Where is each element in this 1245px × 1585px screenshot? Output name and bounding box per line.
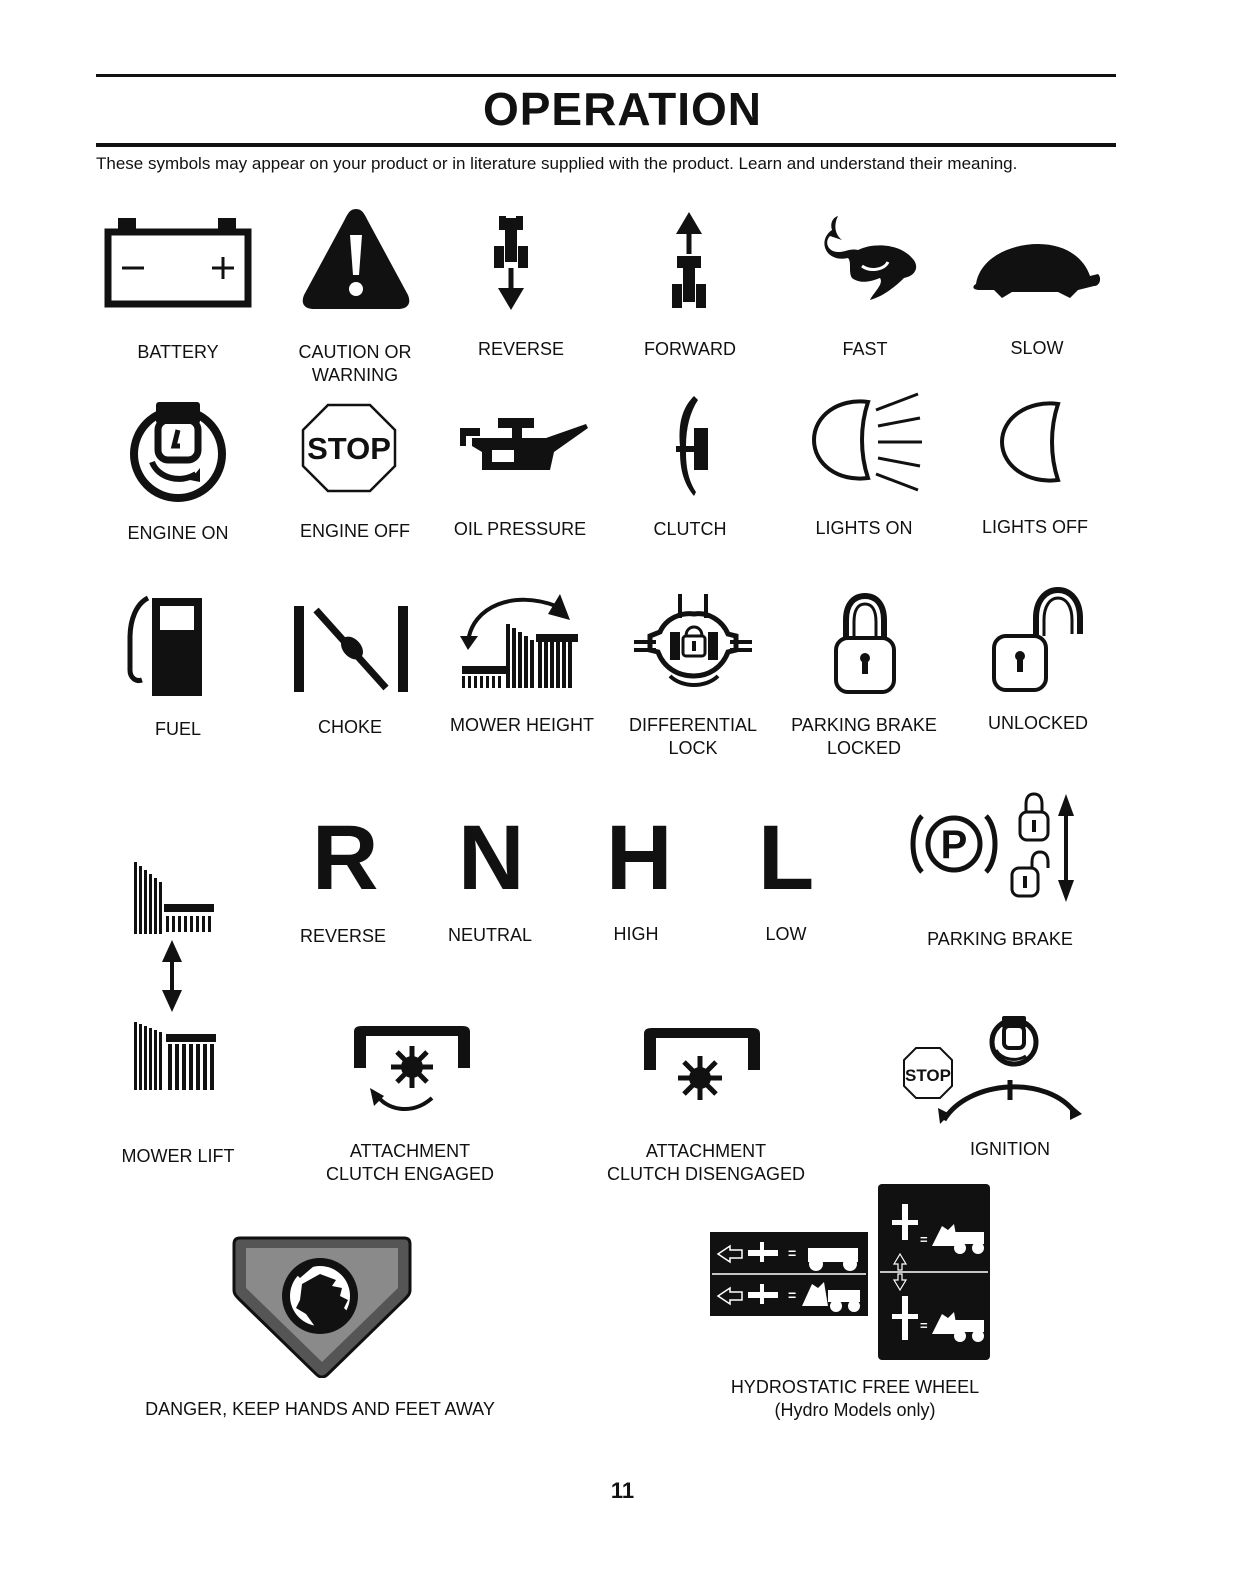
svg-text:=: = xyxy=(788,1245,797,1261)
parking-brake-label: PARKING BRAKE xyxy=(927,929,1073,949)
tractor-forward-icon xyxy=(664,212,714,312)
letter-h-icon: H xyxy=(606,807,673,909)
attachment-engaged-icon xyxy=(350,1024,474,1120)
neutral-label: NEUTRAL xyxy=(447,925,532,945)
attachment-engaged-label: ATTACHMENT CLUTCH ENGAGED xyxy=(325,1141,495,1184)
mower-lift-label: MOWER LIFT xyxy=(121,1146,235,1166)
lights-on-icon xyxy=(806,382,932,498)
svg-text:=: = xyxy=(788,1287,797,1303)
caution-label: CAUTION OR WARNING xyxy=(298,342,412,385)
padlock-unlocked-icon xyxy=(990,584,1090,696)
attachment-disengaged-icon xyxy=(640,1026,764,1108)
rabbit-icon xyxy=(800,212,924,304)
forward-label: FORWARD xyxy=(644,339,736,359)
high-label: HIGH xyxy=(613,924,659,944)
battery-label: BATTERY xyxy=(137,342,219,362)
fast-label: FAST xyxy=(842,339,888,359)
svg-text:=: = xyxy=(920,1232,928,1247)
tractor-reverse-icon xyxy=(486,212,536,312)
ignition-label: IGNITION xyxy=(970,1139,1050,1159)
engine-on-label: ENGINE ON xyxy=(127,523,229,543)
reverse-label: REVERSE xyxy=(477,339,565,359)
differential-lock-icon xyxy=(630,592,756,696)
hydrostatic-free-wheel-icon xyxy=(708,1184,1000,1364)
lights-off-icon xyxy=(998,398,1068,488)
fuel-pump-icon xyxy=(126,594,206,700)
letter-n-icon: N xyxy=(458,807,525,909)
warning-triangle-icon xyxy=(298,205,414,311)
mower-height-label: MOWER HEIGHT xyxy=(450,715,594,735)
choke-label: CHOKE xyxy=(317,717,382,737)
oil-pressure-label: OIL PRESSURE xyxy=(453,519,587,539)
slow-label: SLOW xyxy=(1010,338,1064,358)
parking-brake-icon xyxy=(904,792,1090,904)
ignition-icon xyxy=(898,1010,1088,1126)
oil-can-icon xyxy=(458,416,590,488)
hydrostatic-free-wheel-label: HYDROSTATIC FREE WHEEL (Hydro Models only) xyxy=(730,1377,980,1420)
engine-off-label: ENGINE OFF xyxy=(299,521,410,541)
ignition-stop-text: STOP xyxy=(905,1066,951,1085)
danger-label: DANGER, KEEP HANDS AND FEET AWAY xyxy=(145,1399,495,1419)
letter-l-icon: L xyxy=(758,807,815,909)
turtle-icon xyxy=(966,240,1102,300)
stop-sign-text: STOP xyxy=(307,431,391,466)
choke-icon xyxy=(290,604,414,694)
engine-on-icon xyxy=(126,392,230,504)
letter-r-icon: R xyxy=(312,807,379,909)
lights-on-label: LIGHTS ON xyxy=(815,518,913,538)
parking-brake-letter: P xyxy=(940,823,968,867)
low-label: LOW xyxy=(765,924,807,944)
clutch-icon xyxy=(668,394,716,500)
page-number: 11 xyxy=(610,1478,635,1503)
attachment-disengaged-label: ATTACHMENT CLUTCH DISENGAGED xyxy=(606,1141,806,1184)
fuel-label: FUEL xyxy=(154,719,201,739)
parking-brake-locked-label: PARKING BRAKE LOCKED xyxy=(791,715,937,758)
padlock-locked-icon xyxy=(832,590,898,700)
lights-off-label: LIGHTS OFF xyxy=(981,517,1088,537)
danger-hand-icon xyxy=(232,1236,412,1378)
battery-icon xyxy=(104,218,252,308)
intro-text: These symbols may appear on your product or in literature supplied with the product. Learn and understand their meaning. xyxy=(96,154,1018,173)
differential-lock-label: DIFFERENTIAL LOCK xyxy=(628,715,757,758)
unlocked-label: UNLOCKED xyxy=(987,713,1089,733)
page-title: OPERATION xyxy=(482,83,763,135)
title-rule xyxy=(96,143,1116,147)
stop-sign-icon xyxy=(300,402,398,494)
clutch-label: CLUTCH xyxy=(653,519,727,539)
svg-text:=: = xyxy=(920,1318,928,1333)
top-rule xyxy=(96,74,1116,77)
mower-lift-icon xyxy=(130,858,222,1094)
reverse-gear-label: REVERSE xyxy=(299,926,387,946)
mower-height-icon xyxy=(452,584,592,694)
